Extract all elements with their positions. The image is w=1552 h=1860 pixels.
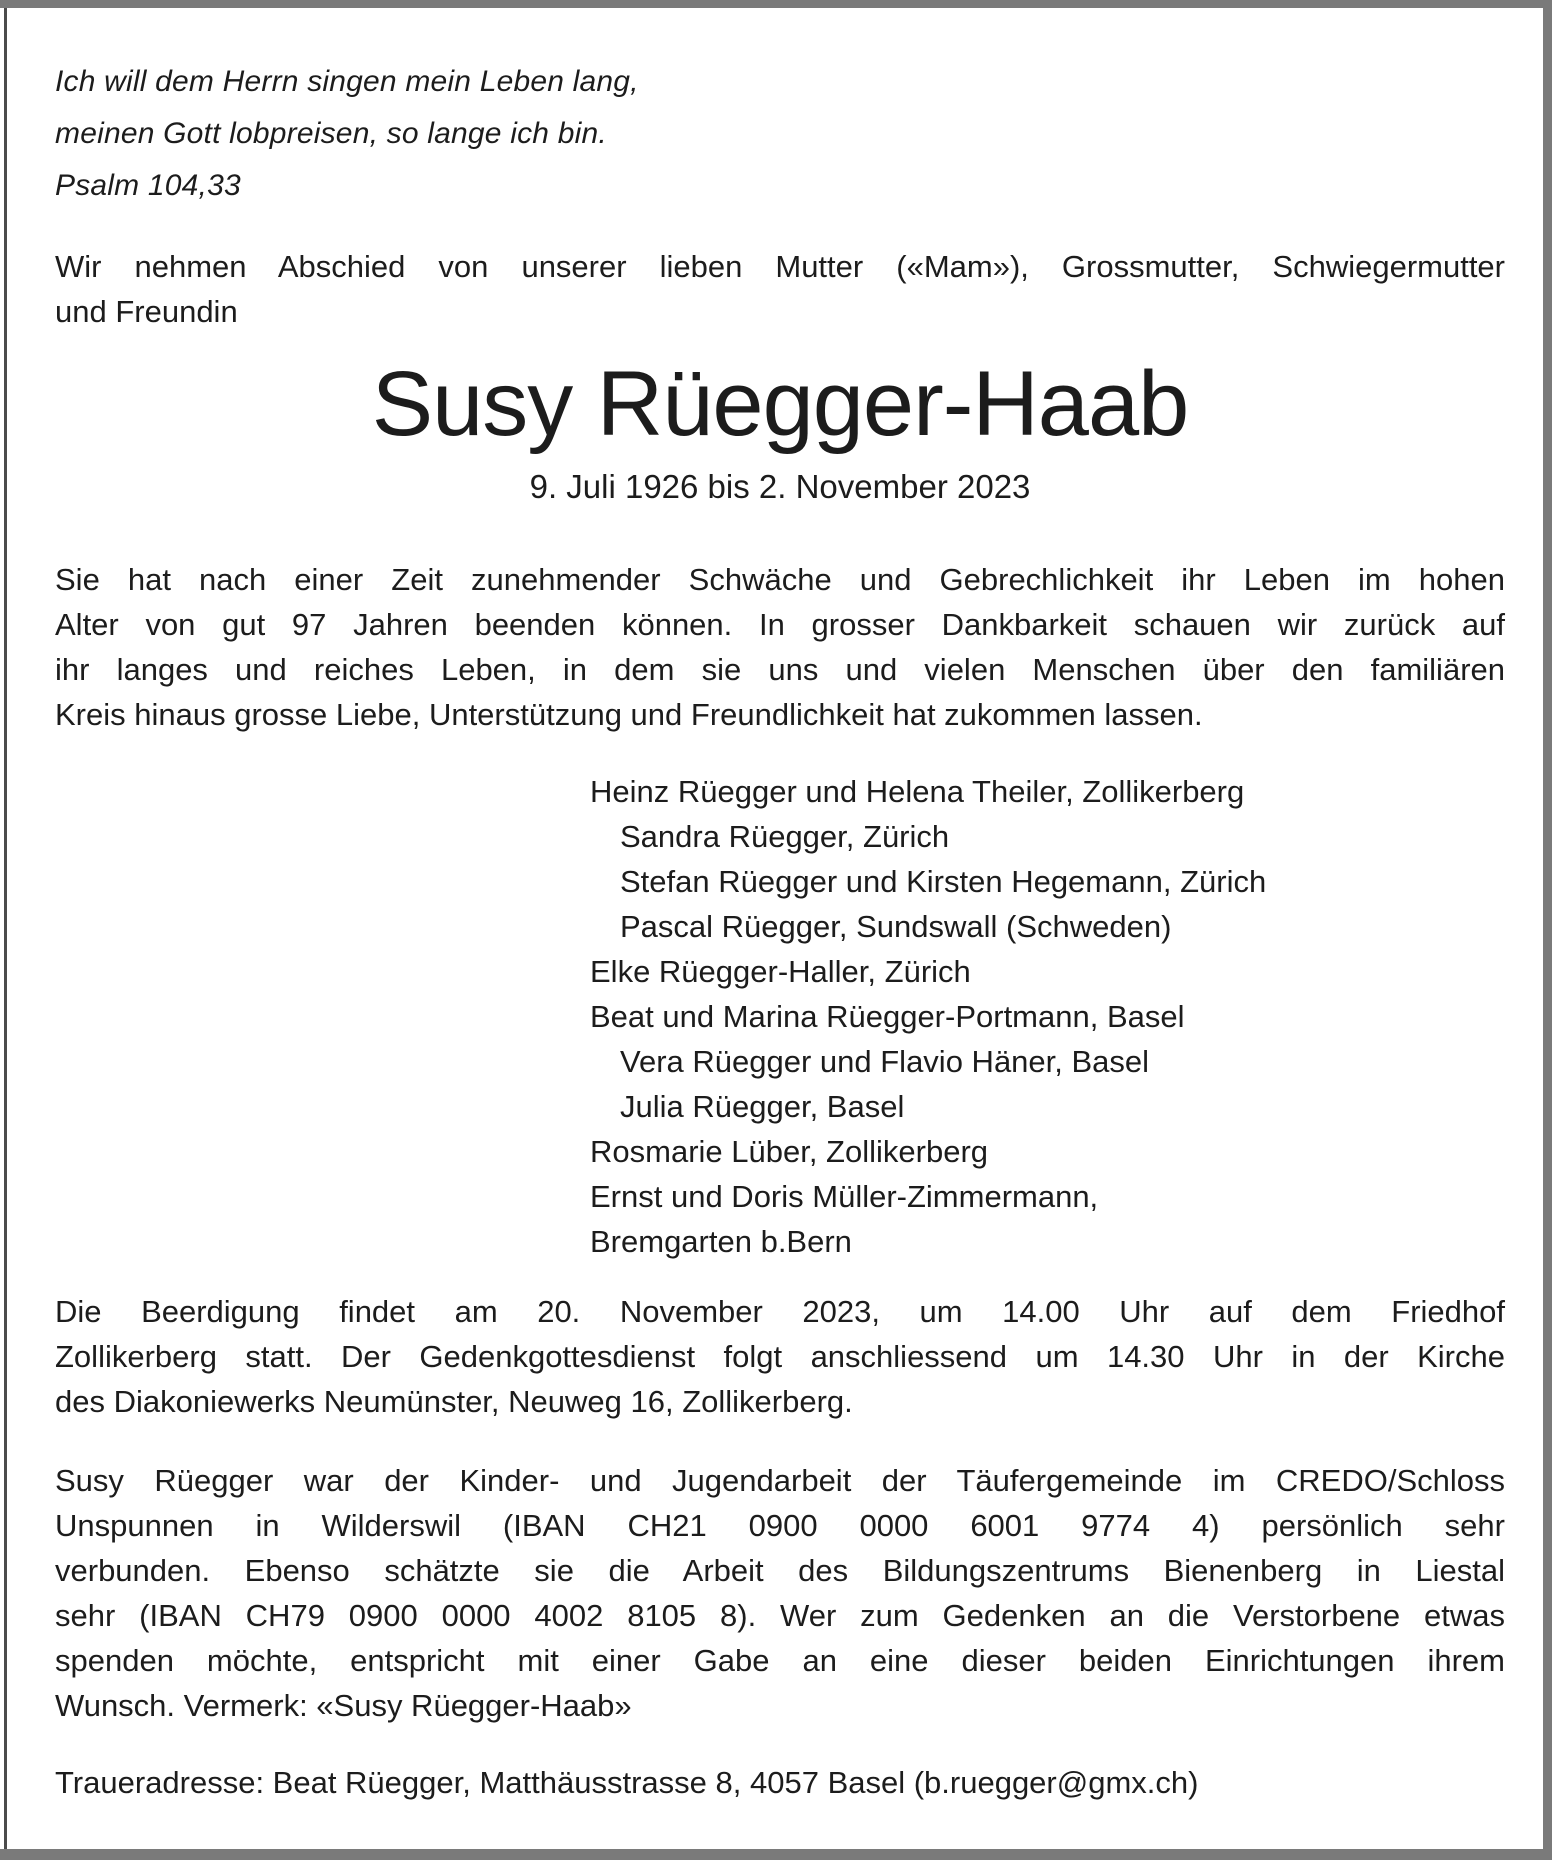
family-entry: Sandra Rüegger, Zürich [620, 819, 950, 854]
frame-left-line [4, 8, 7, 1849]
family-entry: Pascal Rüegger, Sundswall (Schweden) [620, 909, 1172, 944]
family-entry: Stefan Rüegger und Kirsten Hegemann, Zürich [620, 864, 1267, 899]
intro-line-2: und Freundin [55, 294, 238, 329]
family-list [590, 769, 1505, 1264]
frame-right-bar [1543, 8, 1552, 1860]
frame-bottom-bar [0, 1849, 1552, 1860]
obituary-page [55, 56, 1505, 1805]
donation-line-3: verbunden. Ebenso schätzte sie die Arbeit des Bildungszentrums Bienenberg in Liestal [55, 1553, 1505, 1588]
donation-line-2: Unspunnen in Wilderswil (IBAN CH21 0900 0000 6001 9774 4) persönlich sehr [55, 1508, 1505, 1543]
intro-line-1: Wir nehmen Abschied von unserer lieben Mutter («Mam»), Grossmutter, Schwiegermutter [55, 249, 1505, 284]
family-entry: Vera Rüegger und Flavio Häner, Basel [620, 1044, 1150, 1079]
life-dates: 9. Juli 1926 bis 2. November 2023 [529, 468, 1031, 505]
psalm-reference: Psalm 104,33 [55, 169, 241, 202]
funeral-paragraph [55, 1289, 1505, 1424]
intro-paragraph [55, 244, 1505, 334]
obituary-line-4: Kreis hinaus grosse Liebe, Unterstützung und Freundlichkeit hat zukommen lassen. [55, 697, 1203, 732]
psalm-quote [55, 56, 1505, 212]
family-entry: Julia Rüegger, Basel [620, 1089, 905, 1124]
funeral-line-1: Die Beerdigung findet am 20. November 2023, um 14.00 Uhr auf dem Friedhof [55, 1294, 1505, 1329]
family-entry: Bremgarten b.Bern [590, 1224, 852, 1259]
family-entry: Ernst und Doris Müller-Zimmermann, [590, 1179, 1099, 1214]
psalm-line-2: meinen Gott lobpreisen, so lange ich bin. [55, 117, 607, 150]
donation-line-5: spenden möchte, entspricht mit einer Gabe an eine dieser beiden Einrichtungen ihrem [55, 1643, 1505, 1678]
donation-line-1: Susy Rüegger war der Kinder- und Jugendarbeit der Täufergemeinde im CREDO/Schloss [55, 1463, 1505, 1498]
frame-top-bar [0, 0, 1552, 8]
donation-line-6: Wunsch. Vermerk: «Susy Rüegger-Haab» [55, 1688, 632, 1723]
family-entry: Rosmarie Lüber, Zollikerberg [590, 1134, 989, 1169]
obituary-line-3: ihr langes und reiches Leben, in dem sie uns und vielen Menschen über den familiären [55, 652, 1505, 687]
funeral-line-2: Zollikerberg statt. Der Gedenkgottesdienst folgt anschliessend um 14.30 Uhr in der Kirche [55, 1339, 1505, 1374]
donation-line-4: sehr (IBAN CH79 0900 0000 4002 8105 8). Wer zum Gedenken an die Verstorbene etwas [55, 1598, 1505, 1633]
family-entry: Elke Rüegger-Haller, Zürich [590, 954, 971, 989]
deceased-name: Susy Rüegger-Haab [371, 353, 1189, 455]
family-entry: Heinz Rüegger und Helena Theiler, Zollikerberg [590, 774, 1245, 809]
obituary-line-2: Alter von gut 97 Jahren beenden können. In grosser Dankbarkeit schauen wir zurück auf [55, 607, 1505, 642]
obituary-paragraph [55, 557, 1505, 737]
psalm-line-1: Ich will dem Herrn singen mein Leben lang, [55, 65, 639, 98]
funeral-line-3: des Diakoniewerks Neumünster, Neuweg 16, Zollikerberg. [55, 1384, 853, 1419]
obituary-line-1: Sie hat nach einer Zeit zunehmender Schwäche und Gebrechlichkeit ihr Leben im hohen [55, 562, 1505, 597]
mourning-address: Traueradresse: Beat Rüegger, Matthäusstrasse 8, 4057 Basel (b.ruegger@gmx.ch) [55, 1765, 1199, 1800]
family-entry: Beat und Marina Rüegger-Portmann, Basel [590, 999, 1185, 1034]
donation-paragraph [55, 1458, 1505, 1728]
